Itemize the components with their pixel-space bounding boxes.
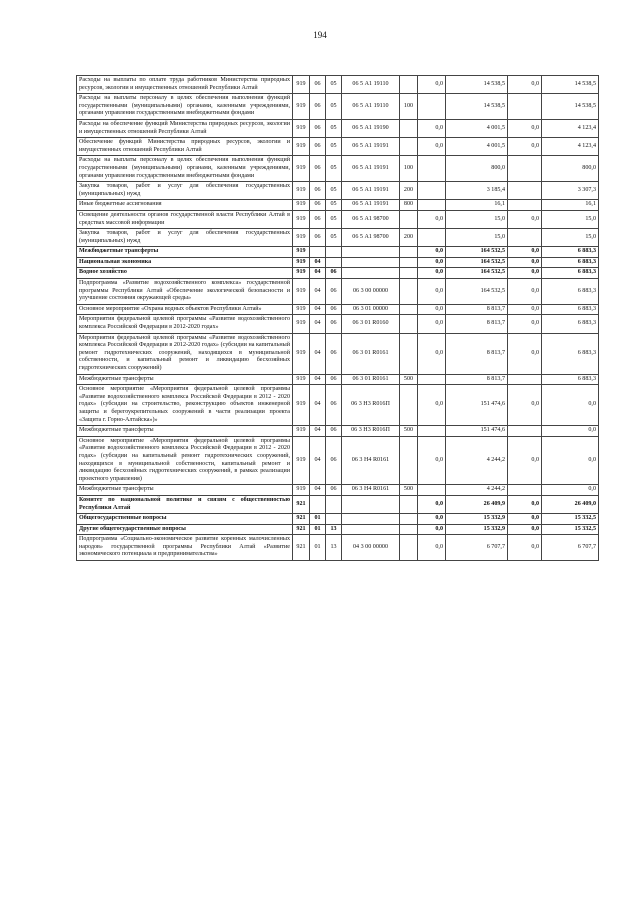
- cell-name: Водное хозяйство: [77, 268, 293, 279]
- cell-section: [310, 495, 326, 513]
- cell-value-4: 15,0: [542, 229, 599, 247]
- cell-admin-code: 919: [293, 210, 310, 228]
- cell-section: 06: [310, 138, 326, 156]
- cell-value-4: 0,0: [542, 385, 599, 426]
- cell-value-3: 0,0: [508, 436, 542, 485]
- cell-admin-code: 921: [293, 514, 310, 525]
- cell-subsection: 13: [326, 535, 342, 561]
- cell-value-2: 16,1: [446, 200, 508, 211]
- cell-value-4: 0,0: [542, 436, 599, 485]
- table-row: [77, 426, 599, 437]
- cell-value-4: 15 332,5: [542, 514, 599, 525]
- table-row: [77, 200, 599, 211]
- table-row: [77, 514, 599, 525]
- cell-admin-code: 919: [293, 257, 310, 268]
- cell-subsection: [326, 247, 342, 258]
- table-row: [77, 229, 599, 247]
- cell-value-2: 15,0: [446, 210, 508, 228]
- cell-section: 04: [310, 426, 326, 437]
- cell-target-article: 06 5 А1 98700: [342, 229, 400, 247]
- cell-target-article: 06 5 А1 19191: [342, 182, 400, 200]
- cell-admin-code: 919: [293, 385, 310, 426]
- cell-section: 01: [310, 524, 326, 535]
- cell-value-2: 14 538,5: [446, 94, 508, 120]
- cell-subsection: 05: [326, 200, 342, 211]
- cell-admin-code: 921: [293, 524, 310, 535]
- cell-subsection: 06: [326, 268, 342, 279]
- cell-value-2: 164 532,5: [446, 279, 508, 305]
- cell-target-article: [342, 514, 400, 525]
- cell-expense-type: 500: [400, 485, 418, 496]
- cell-target-article: 06 3 01 R0160: [342, 315, 400, 333]
- cell-value-3: [508, 374, 542, 385]
- cell-value-1: [418, 229, 446, 247]
- table-row: [77, 524, 599, 535]
- cell-value-4: 4 123,4: [542, 138, 599, 156]
- cell-name: Расходы на выплаты персоналу в целях обеспечения выполнения функций государственными (муниципальными) органами, казенными учреждениями, органами управления государственными внебюджетными фондами: [77, 94, 293, 120]
- cell-subsection: 06: [326, 385, 342, 426]
- cell-name: Обеспечение функций Министерства природных ресурсов, экологии и имущественных отношений Республики Алтай: [77, 138, 293, 156]
- cell-value-3: 0,0: [508, 535, 542, 561]
- cell-admin-code: 919: [293, 200, 310, 211]
- cell-section: 04: [310, 374, 326, 385]
- table-row: [77, 76, 599, 94]
- cell-subsection: 05: [326, 94, 342, 120]
- cell-value-1: 0,0: [418, 119, 446, 137]
- cell-admin-code: 919: [293, 485, 310, 496]
- cell-name: Основное мероприятие «Мероприятия федеральной целевой программы «Развитие водохозяйственного комплекса Российской Федерации в 2012 - 2020 годах» (субсидии на капитальный ремонт гидротехнических сооружений, находящихся в муниципальной собственности, капитальный ремонт и ликвидацию бесхозяйных гидротехнических сооружений, в рамках реализации проектного управления): [77, 436, 293, 485]
- cell-value-1: [418, 200, 446, 211]
- cell-expense-type: [400, 385, 418, 426]
- cell-section: 04: [310, 436, 326, 485]
- cell-value-4: 6 883,3: [542, 257, 599, 268]
- cell-admin-code: 919: [293, 268, 310, 279]
- cell-section: 06: [310, 200, 326, 211]
- cell-value-1: 0,0: [418, 304, 446, 315]
- cell-value-3: [508, 426, 542, 437]
- table-row: [77, 94, 599, 120]
- cell-target-article: 06 5 А1 19190: [342, 119, 400, 137]
- cell-expense-type: [400, 333, 418, 374]
- cell-value-1: [418, 156, 446, 182]
- cell-expense-type: [400, 138, 418, 156]
- cell-value-1: 0,0: [418, 514, 446, 525]
- table-row: [77, 257, 599, 268]
- cell-name: Расходы на выплаты по оплате труда работников Министерства природных ресурсов, экологии и имущественных отношений Республики Алтай: [77, 76, 293, 94]
- cell-admin-code: 919: [293, 182, 310, 200]
- cell-subsection: [326, 495, 342, 513]
- table-row: [77, 535, 599, 561]
- cell-value-4: 6 883,3: [542, 315, 599, 333]
- cell-subsection: [326, 257, 342, 268]
- cell-subsection: 05: [326, 138, 342, 156]
- cell-value-2: 26 409,9: [446, 495, 508, 513]
- cell-value-4: 14 538,5: [542, 94, 599, 120]
- cell-expense-type: [400, 210, 418, 228]
- cell-subsection: 05: [326, 156, 342, 182]
- cell-section: 06: [310, 210, 326, 228]
- cell-expense-type: [400, 279, 418, 305]
- cell-name: Основное мероприятие «Охрана водных объектов Республики Алтай»: [77, 304, 293, 315]
- cell-subsection: 05: [326, 182, 342, 200]
- table-row: [77, 247, 599, 258]
- cell-admin-code: 919: [293, 426, 310, 437]
- cell-target-article: 06 5 А1 19110: [342, 94, 400, 120]
- cell-value-3: 0,0: [508, 524, 542, 535]
- cell-value-2: 8 813,7: [446, 333, 508, 374]
- cell-value-1: 0,0: [418, 524, 446, 535]
- cell-value-3: 0,0: [508, 514, 542, 525]
- cell-value-2: 164 532,5: [446, 268, 508, 279]
- cell-value-2: 14 538,5: [446, 76, 508, 94]
- cell-value-4: 6 707,7: [542, 535, 599, 561]
- cell-section: 04: [310, 385, 326, 426]
- cell-expense-type: 200: [400, 229, 418, 247]
- table-row: [77, 495, 599, 513]
- cell-subsection: 06: [326, 485, 342, 496]
- cell-value-1: 0,0: [418, 247, 446, 258]
- cell-subsection: 06: [326, 333, 342, 374]
- cell-value-3: 0,0: [508, 257, 542, 268]
- cell-target-article: 04 3 00 00000: [342, 535, 400, 561]
- cell-admin-code: 919: [293, 304, 310, 315]
- cell-name: Закупка товаров, работ и услуг для обеспечения государственных (муниципальных) нужд: [77, 182, 293, 200]
- cell-subsection: [326, 514, 342, 525]
- cell-subsection: 06: [326, 279, 342, 305]
- cell-section: 04: [310, 304, 326, 315]
- cell-value-1: 0,0: [418, 385, 446, 426]
- cell-expense-type: [400, 315, 418, 333]
- cell-value-1: 0,0: [418, 315, 446, 333]
- cell-subsection: 06: [326, 374, 342, 385]
- cell-expense-type: 500: [400, 426, 418, 437]
- table-row: [77, 279, 599, 305]
- cell-value-3: 0,0: [508, 138, 542, 156]
- cell-name: Национальная экономика: [77, 257, 293, 268]
- cell-value-4: 6 883,3: [542, 247, 599, 258]
- cell-target-article: 06 3 00 00000: [342, 279, 400, 305]
- cell-admin-code: 919: [293, 436, 310, 485]
- cell-value-1: [418, 374, 446, 385]
- cell-name: Мероприятия федеральной целевой программы «Развитие водохозяйственного комплекса Российской Федерации в 2012-2020 годах» (субсидии на капитальный ремонт гидротехнических сооружений, находящихся в муниципальной собственности, и капитальный ремонт и ликвидацию бесхозяйных гидротехнических сооружений): [77, 333, 293, 374]
- cell-target-article: 06 5 А1 19191: [342, 200, 400, 211]
- cell-name: Иные бюджетные ассигнования: [77, 200, 293, 211]
- cell-subsection: 06: [326, 315, 342, 333]
- cell-expense-type: [400, 524, 418, 535]
- cell-value-2: 8 813,7: [446, 315, 508, 333]
- cell-section: 06: [310, 119, 326, 137]
- cell-target-article: 06 5 А1 98700: [342, 210, 400, 228]
- cell-value-2: 164 532,5: [446, 247, 508, 258]
- cell-section: 06: [310, 182, 326, 200]
- cell-target-article: [342, 495, 400, 513]
- table-row: [77, 374, 599, 385]
- cell-value-4: 6 883,3: [542, 333, 599, 374]
- cell-target-article: 06 5 А1 19191: [342, 138, 400, 156]
- cell-value-4: 0,0: [542, 485, 599, 496]
- cell-name: Основное мероприятие «Мероприятия федеральной целевой программы «Развитие водохозяйственного комплекса Российской Федерации в 2012 - 2020 годах» (субсидии на строительство, реконструкцию объектов инженерной защиты и берегоукрепительных сооружений в части реализации проекта «Защита г. Горно-Алтайска»)»: [77, 385, 293, 426]
- cell-expense-type: [400, 514, 418, 525]
- cell-value-2: 8 813,7: [446, 374, 508, 385]
- cell-admin-code: 919: [293, 374, 310, 385]
- cell-admin-code: 921: [293, 535, 310, 561]
- cell-value-2: 164 532,5: [446, 257, 508, 268]
- cell-value-3: 0,0: [508, 247, 542, 258]
- cell-value-4: 6 883,3: [542, 268, 599, 279]
- cell-target-article: 06 5 А1 19110: [342, 76, 400, 94]
- cell-value-4: 16,1: [542, 200, 599, 211]
- table-row: [77, 485, 599, 496]
- cell-expense-type: 800: [400, 200, 418, 211]
- cell-value-1: 0,0: [418, 210, 446, 228]
- cell-value-2: 3 185,4: [446, 182, 508, 200]
- cell-section: [310, 247, 326, 258]
- cell-value-2: 4 001,5: [446, 138, 508, 156]
- cell-admin-code: 919: [293, 94, 310, 120]
- cell-admin-code: 919: [293, 333, 310, 374]
- cell-value-4: 6 883,3: [542, 374, 599, 385]
- cell-value-2: 151 474,6: [446, 385, 508, 426]
- cell-expense-type: [400, 257, 418, 268]
- cell-value-4: 4 123,4: [542, 119, 599, 137]
- cell-expense-type: [400, 247, 418, 258]
- cell-admin-code: 919: [293, 119, 310, 137]
- cell-value-1: 0,0: [418, 535, 446, 561]
- cell-section: 04: [310, 279, 326, 305]
- cell-value-1: [418, 94, 446, 120]
- table-row: [77, 119, 599, 137]
- cell-value-1: 0,0: [418, 495, 446, 513]
- cell-value-2: 4 244,2: [446, 436, 508, 485]
- cell-value-3: 0,0: [508, 119, 542, 137]
- cell-target-article: 06 3 01 R0161: [342, 333, 400, 374]
- cell-value-3: 0,0: [508, 304, 542, 315]
- cell-value-1: 0,0: [418, 436, 446, 485]
- cell-value-4: 3 307,3: [542, 182, 599, 200]
- cell-value-2: 6 707,7: [446, 535, 508, 561]
- cell-value-1: [418, 426, 446, 437]
- cell-section: 04: [310, 268, 326, 279]
- cell-target-article: [342, 524, 400, 535]
- table-row: [77, 210, 599, 228]
- cell-subsection: 13: [326, 524, 342, 535]
- cell-section: 06: [310, 229, 326, 247]
- cell-value-2: 151 474,6: [446, 426, 508, 437]
- cell-value-1: 0,0: [418, 138, 446, 156]
- cell-value-4: 15,0: [542, 210, 599, 228]
- cell-value-1: 0,0: [418, 279, 446, 305]
- cell-name: Закупка товаров, работ и услуг для обеспечения государственных (муниципальных) нужд: [77, 229, 293, 247]
- cell-target-article: [342, 268, 400, 279]
- cell-admin-code: 919: [293, 138, 310, 156]
- cell-target-article: 06 5 А1 19191: [342, 156, 400, 182]
- cell-target-article: 06 3 Н4 R0161: [342, 436, 400, 485]
- cell-target-article: 06 3 Н4 R0161: [342, 485, 400, 496]
- cell-expense-type: [400, 268, 418, 279]
- cell-expense-type: [400, 76, 418, 94]
- cell-target-article: [342, 247, 400, 258]
- cell-expense-type: 200: [400, 182, 418, 200]
- cell-value-2: 8 813,7: [446, 304, 508, 315]
- cell-value-1: 0,0: [418, 268, 446, 279]
- cell-admin-code: 919: [293, 279, 310, 305]
- cell-value-3: [508, 229, 542, 247]
- cell-value-2: 15 332,9: [446, 514, 508, 525]
- cell-section: 04: [310, 315, 326, 333]
- cell-expense-type: 100: [400, 94, 418, 120]
- cell-name: Общегосударственные вопросы: [77, 514, 293, 525]
- page-number: 194: [313, 30, 327, 40]
- cell-value-4: 14 538,5: [542, 76, 599, 94]
- cell-expense-type: [400, 495, 418, 513]
- cell-value-2: 4 244,2: [446, 485, 508, 496]
- cell-expense-type: 100: [400, 156, 418, 182]
- cell-value-3: 0,0: [508, 210, 542, 228]
- cell-section: 06: [310, 156, 326, 182]
- cell-name: Мероприятия федеральной целевой программы «Развитие водохозяйственного комплекса Российской Федерации в 2012-2020 годах»: [77, 315, 293, 333]
- table-row: [77, 268, 599, 279]
- table-row: [77, 333, 599, 374]
- cell-target-article: 06 3 Н3 R016П: [342, 385, 400, 426]
- budget-table: [76, 75, 599, 561]
- cell-value-2: 4 001,5: [446, 119, 508, 137]
- table-row: [77, 436, 599, 485]
- cell-name: Освещение деятельности органов государственной власти Республики Алтай в средствах массовой информации: [77, 210, 293, 228]
- cell-value-3: 0,0: [508, 385, 542, 426]
- cell-section: 01: [310, 514, 326, 525]
- cell-name: Комитет по национальной политике и связям с общественностью Республики Алтай: [77, 495, 293, 513]
- cell-section: 01: [310, 535, 326, 561]
- cell-value-3: [508, 182, 542, 200]
- cell-subsection: 05: [326, 119, 342, 137]
- cell-section: 04: [310, 485, 326, 496]
- cell-name: Другие общегосударственные вопросы: [77, 524, 293, 535]
- table-row: [77, 304, 599, 315]
- cell-subsection: 06: [326, 436, 342, 485]
- cell-section: 04: [310, 333, 326, 374]
- cell-name: Подпрограмма «Развитие водохозяйственного комплекса» государственной программы Республики Алтай «Обеспечение экологической безопасности и улучшение состояния окружающей среды»: [77, 279, 293, 305]
- cell-section: 06: [310, 76, 326, 94]
- cell-name: Межбюджетные трансферты: [77, 426, 293, 437]
- cell-value-3: 0,0: [508, 315, 542, 333]
- cell-value-3: [508, 485, 542, 496]
- cell-subsection: 05: [326, 76, 342, 94]
- cell-subsection: 05: [326, 210, 342, 228]
- cell-value-4: 800,0: [542, 156, 599, 182]
- cell-admin-code: 919: [293, 315, 310, 333]
- cell-value-3: 0,0: [508, 279, 542, 305]
- table-row: [77, 315, 599, 333]
- cell-target-article: 06 3 01 00000: [342, 304, 400, 315]
- cell-value-3: [508, 200, 542, 211]
- cell-value-1: 0,0: [418, 333, 446, 374]
- table-row: [77, 385, 599, 426]
- table-row: [77, 138, 599, 156]
- cell-value-1: 0,0: [418, 76, 446, 94]
- cell-subsection: 06: [326, 304, 342, 315]
- cell-value-2: 15,0: [446, 229, 508, 247]
- cell-value-3: 0,0: [508, 495, 542, 513]
- cell-expense-type: [400, 535, 418, 561]
- cell-expense-type: [400, 304, 418, 315]
- cell-subsection: 05: [326, 229, 342, 247]
- cell-admin-code: 921: [293, 495, 310, 513]
- cell-value-4: 26 409,0: [542, 495, 599, 513]
- cell-value-2: 15 332,9: [446, 524, 508, 535]
- cell-target-article: 06 3 01 R0161: [342, 374, 400, 385]
- table-row: [77, 182, 599, 200]
- cell-expense-type: 500: [400, 374, 418, 385]
- cell-section: 04: [310, 257, 326, 268]
- cell-admin-code: 919: [293, 156, 310, 182]
- cell-value-4: 6 883,3: [542, 279, 599, 305]
- cell-value-3: 0,0: [508, 333, 542, 374]
- cell-name: Межбюджетные трансферты: [77, 485, 293, 496]
- cell-expense-type: [400, 436, 418, 485]
- cell-value-1: 0,0: [418, 257, 446, 268]
- cell-value-4: 6 883,3: [542, 304, 599, 315]
- cell-value-4: 15 332,5: [542, 524, 599, 535]
- cell-admin-code: 919: [293, 247, 310, 258]
- cell-section: 06: [310, 94, 326, 120]
- cell-value-1: [418, 485, 446, 496]
- cell-name: Подпрограмма «Социально-экономическое развитие коренных малочисленных народов» государственной программы Республики Алтай «Развитие экономического потенциала и предпринимательства»: [77, 535, 293, 561]
- table-row: [77, 156, 599, 182]
- cell-name: Расходы на выплаты персоналу в целях обеспечения выполнения функций государственными (муниципальными) органами, казенными учреждениями, органами управления государственными внебюджетными фондами: [77, 156, 293, 182]
- cell-value-4: 0,0: [542, 426, 599, 437]
- cell-value-3: [508, 94, 542, 120]
- cell-target-article: [342, 257, 400, 268]
- cell-admin-code: 919: [293, 76, 310, 94]
- cell-name: Межбюджетные трансферты: [77, 374, 293, 385]
- cell-value-1: [418, 182, 446, 200]
- cell-name: Расходы на обеспечение функций Министерства природных ресурсов, экологии и имущественных отношений Республики Алтай: [77, 119, 293, 137]
- cell-admin-code: 919: [293, 229, 310, 247]
- cell-value-3: [508, 156, 542, 182]
- cell-name: Межбюджетные трансферты: [77, 247, 293, 258]
- cell-expense-type: [400, 119, 418, 137]
- cell-subsection: 06: [326, 426, 342, 437]
- cell-value-3: 0,0: [508, 76, 542, 94]
- cell-target-article: 06 3 Н3 R016П: [342, 426, 400, 437]
- cell-value-3: 0,0: [508, 268, 542, 279]
- cell-value-2: 800,0: [446, 156, 508, 182]
